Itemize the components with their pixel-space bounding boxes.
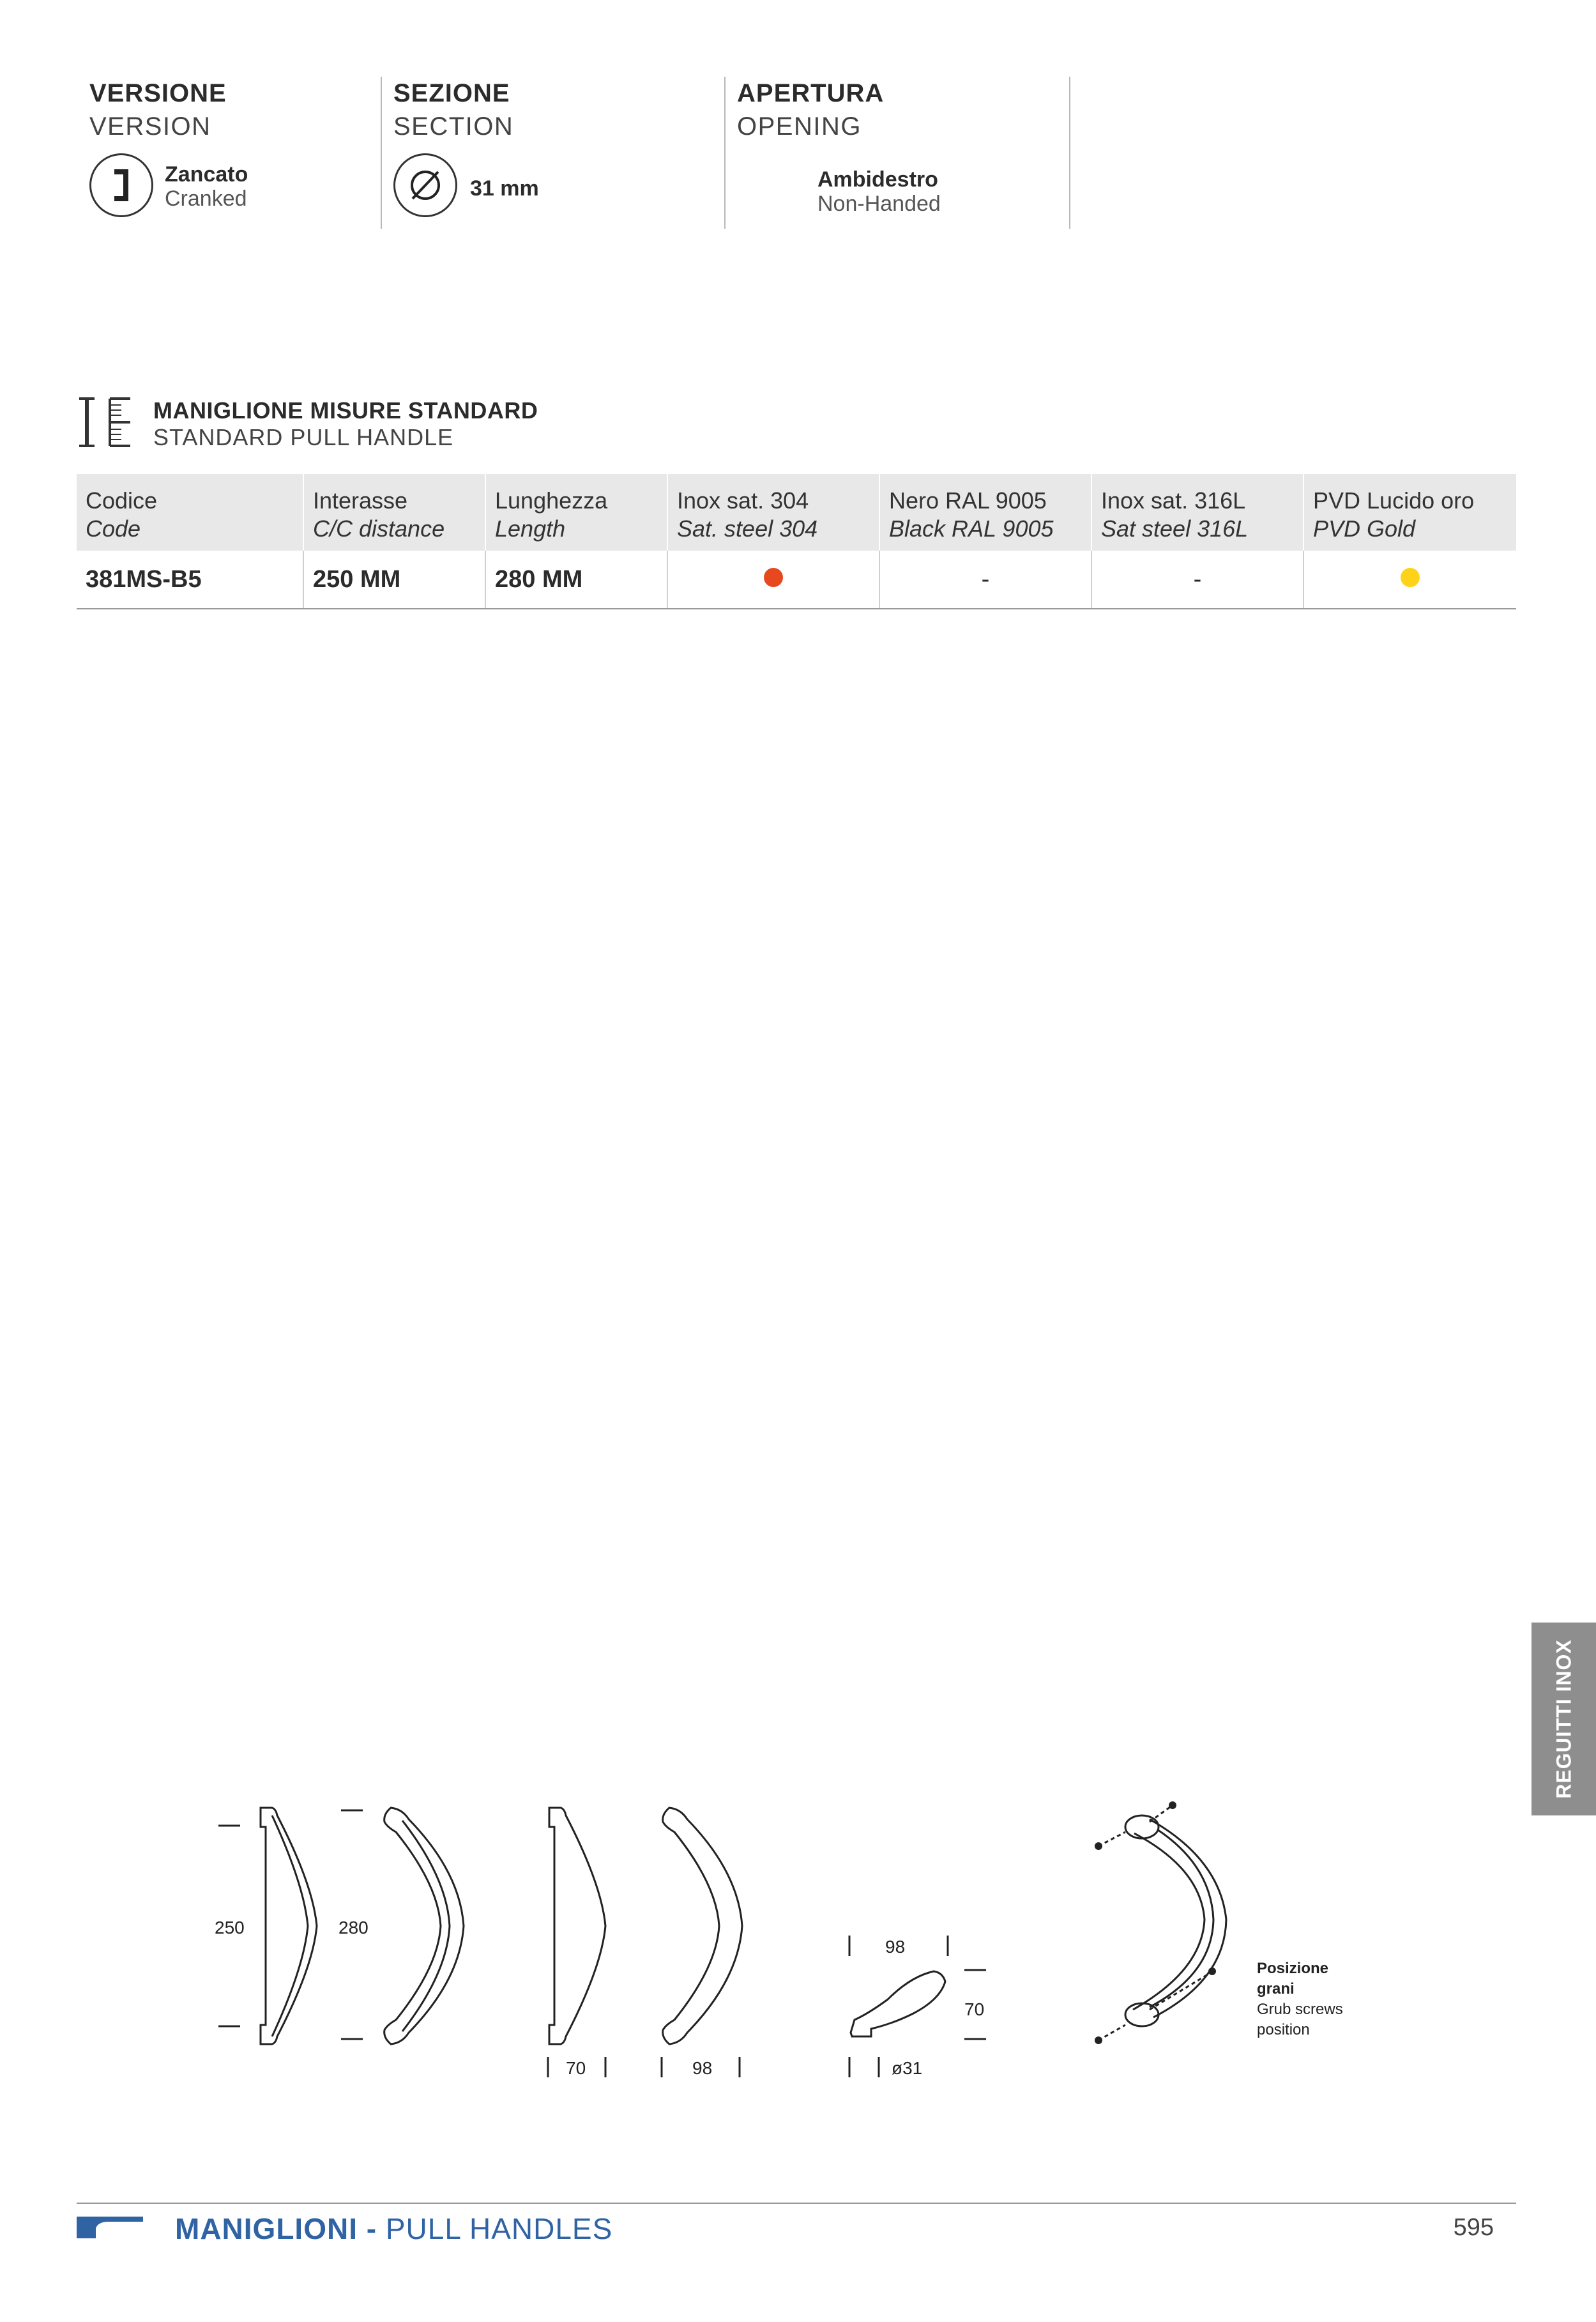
product-table xyxy=(77,474,1516,609)
spec-divider xyxy=(724,77,726,229)
spec-version-title: VERSIONE xyxy=(89,79,227,107)
spec-section xyxy=(393,77,713,229)
standard-size-icon xyxy=(77,396,134,452)
spec-opening-title: APERTURA xyxy=(737,79,885,107)
dim-diameter: ø31 xyxy=(892,2058,923,2078)
section-subtitle: STANDARD PULL HANDLE xyxy=(153,424,454,450)
section-value: 31 mm xyxy=(470,176,539,201)
col-code: Codice Code xyxy=(77,474,303,551)
cell-gold xyxy=(1303,551,1516,609)
col-black: Nero RAL 9005 Black RAL 9005 xyxy=(879,474,1091,551)
col-length: Lunghezza Length xyxy=(485,474,667,551)
section-title: MANIGLIONE MISURE STANDARD xyxy=(153,397,538,424)
col-steel316: Inox sat. 316L Sat steel 316L xyxy=(1091,474,1303,551)
reguitti-logo xyxy=(77,2214,143,2243)
cell-steel304 xyxy=(667,551,879,609)
spec-section-title: SEZIONE xyxy=(393,79,510,107)
cell-cc: 250 MM xyxy=(303,551,485,609)
spec-divider xyxy=(1069,77,1070,229)
spec-version xyxy=(89,77,377,229)
diameter-icon xyxy=(393,153,457,217)
dim-length: 280 xyxy=(338,1918,369,1937)
dim-depth-a: 70 xyxy=(566,2058,586,2078)
footer-divider xyxy=(77,2203,1516,2204)
technical-drawing xyxy=(192,1782,1405,2089)
page-number: 595 xyxy=(1453,2214,1494,2241)
opening-value-en: Non-Handed xyxy=(817,192,941,216)
spec-opening-subtitle: OPENING xyxy=(737,112,862,141)
spec-version-subtitle: VERSION xyxy=(89,112,211,141)
side-tab-label: REGUITTI INOX xyxy=(1552,1639,1575,1799)
brand-side-tab xyxy=(1531,1623,1596,1815)
version-value-en: Cranked xyxy=(165,187,247,211)
cell-code: 381MS-B5 xyxy=(77,551,303,609)
cell-black: - xyxy=(879,551,1091,609)
dim-side-70: 70 xyxy=(964,1999,985,2019)
spec-section-subtitle: SECTION xyxy=(393,112,514,141)
grub-screw-note: Posizione grani Grub screws position xyxy=(1257,1960,1343,2038)
cell-steel316: - xyxy=(1091,551,1303,609)
spec-opening xyxy=(737,77,1056,229)
table-header-row xyxy=(77,474,1516,551)
availability-dot-yellow xyxy=(1401,568,1420,587)
cranked-icon xyxy=(89,153,153,217)
version-value: Zancato xyxy=(165,162,248,187)
footer-title: MANIGLIONI - PULL HANDLES xyxy=(175,2212,613,2245)
cell-length: 280 MM xyxy=(485,551,667,609)
col-steel304: Inox sat. 304 Sat. steel 304 xyxy=(667,474,879,551)
spec-divider xyxy=(381,77,382,229)
col-cc: Interasse C/C distance xyxy=(303,474,485,551)
col-gold: PVD Lucido oro PVD Gold xyxy=(1303,474,1516,551)
availability-dot-orange xyxy=(764,568,783,587)
dim-cc: 250 xyxy=(215,1918,245,1937)
opening-value: Ambidestro xyxy=(817,167,938,192)
table-row xyxy=(77,551,1516,609)
dim-depth-b: 98 xyxy=(692,2058,713,2078)
dim-top-98: 98 xyxy=(885,1937,906,1957)
